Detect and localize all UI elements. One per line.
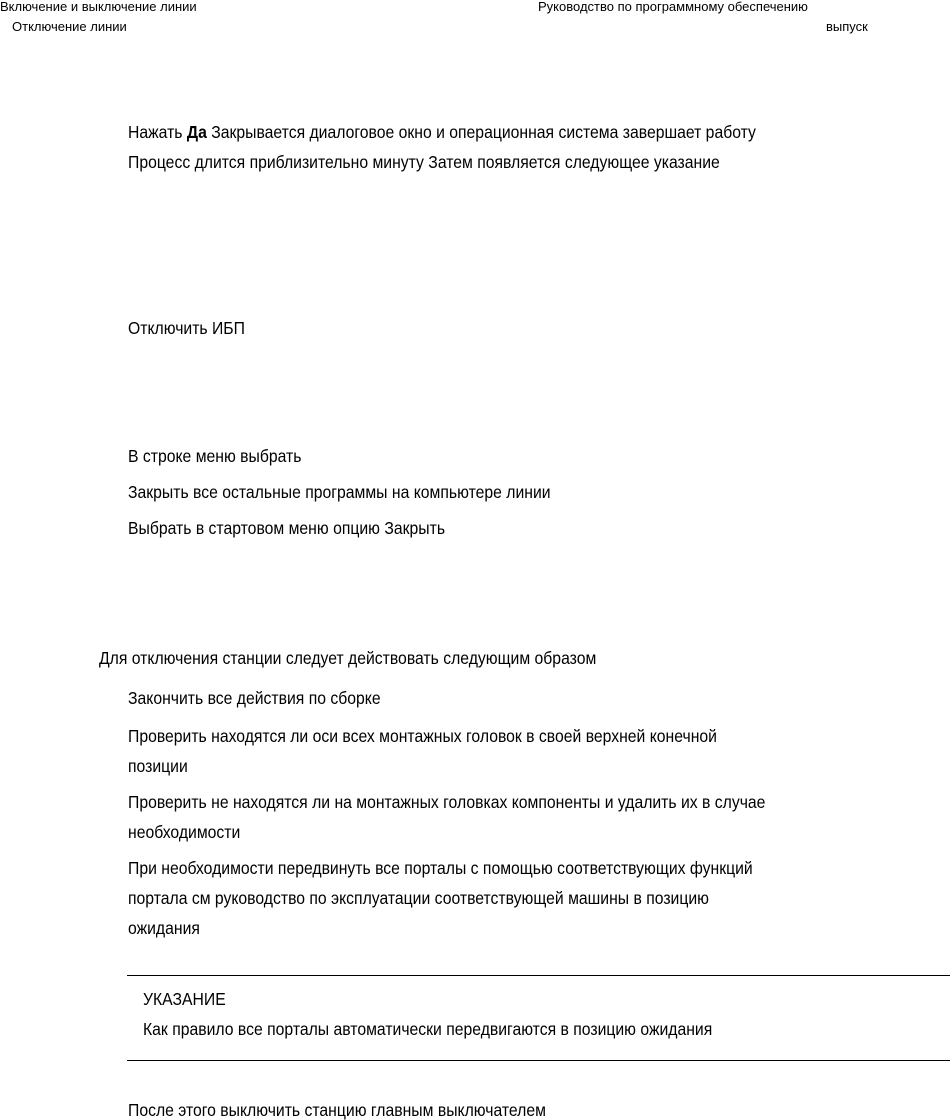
note-text: Как правило все порталы автоматически передвигаются в позицию ожидания — [143, 1019, 713, 1039]
station-step: Проверить находятся ли оси всех монтажных головок в своей верхней конечной — [128, 726, 717, 746]
note-top-rule — [127, 975, 950, 976]
header-chapter: Включение и выключение линии — [0, 0, 197, 14]
step-process: Процесс длится приблизительно минуту Затем появляется следующее указание — [128, 152, 720, 172]
header-section: Отключение линии — [12, 19, 127, 34]
station-step: Закончить все действия по сборке — [128, 688, 381, 708]
step-menu: В строке меню выбрать — [128, 446, 302, 466]
station-step: При необходимости передвинуть все порталы с помощью соответствующих функций — [128, 858, 753, 878]
station-step: Проверить не находятся ли на монтажных головках компоненты и удалить их в случае — [128, 792, 766, 812]
station-step-cont: позиции — [128, 756, 188, 776]
note-title: УКАЗАНИЕ — [143, 989, 226, 1009]
step-start-menu: Выбрать в стартовом меню опцию Закрыть — [128, 518, 446, 538]
header-manual: Руководство по программному обеспечению — [538, 0, 808, 14]
station-step-cont: ожидания — [128, 918, 200, 938]
station-step-cont: необходимости — [128, 822, 241, 842]
step-ups: Отключить ИБП — [128, 318, 245, 338]
station-step-cont: портала см руководство по эксплуатации соответствующей машины в позицию — [128, 888, 709, 908]
step-text: Нажать — [128, 122, 187, 142]
station-intro: Для отключения станции следует действовать следующим образом — [99, 648, 597, 668]
yes-label: Да — [186, 122, 207, 142]
header-release: выпуск — [826, 19, 868, 34]
station-final-step: После этого выключить станцию главным выключателем — [128, 1100, 546, 1120]
note-bottom-rule — [127, 1060, 950, 1061]
step-close-programs: Закрыть все остальные программы на компьютере линии — [128, 482, 551, 502]
step-press-yes — [128, 122, 756, 142]
step-text: Закрывается диалоговое окно и операционная система завершает работу — [206, 122, 756, 142]
